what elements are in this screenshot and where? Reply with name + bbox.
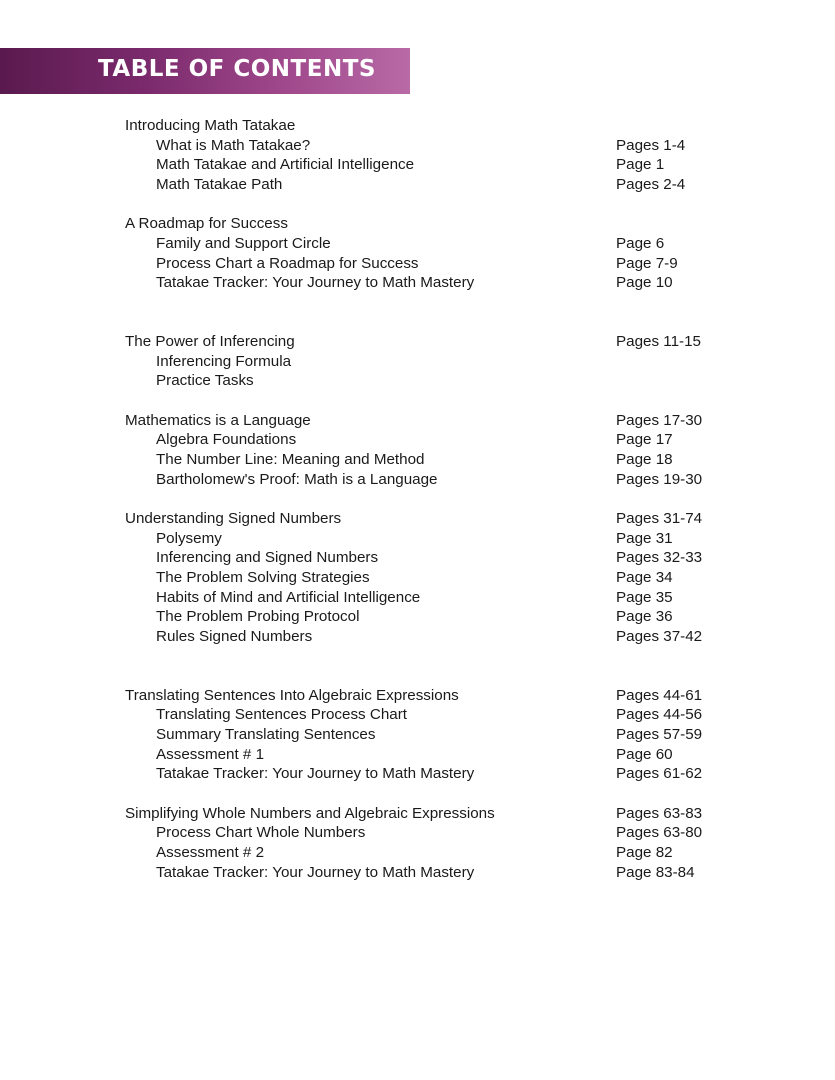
- entry-title: The Problem Solving Strategies: [156, 568, 370, 586]
- section-pages: Pages 44-61: [616, 686, 703, 704]
- entry-title: Summary Translating Sentences: [156, 726, 376, 743]
- toc-entry[interactable]: [125, 745, 725, 765]
- toc-section-heading[interactable]: [125, 509, 725, 529]
- section-title: Simplifying Whole Numbers and Algebraic Expressions: [125, 804, 495, 822]
- entry-title: Math Tatakae and Artificial Intelligence: [156, 156, 415, 174]
- entry-pages: Pages 57-59: [616, 726, 703, 743]
- entry-title: Inferencing Formula: [156, 352, 292, 370]
- entry-title: Translating Sentences Process Chart: [156, 706, 407, 724]
- section-title: Understanding Signed Numbers: [125, 509, 342, 527]
- toc-entry[interactable]: [125, 705, 725, 725]
- toc-section: [125, 214, 725, 293]
- toc-entry[interactable]: [125, 136, 725, 156]
- entry-title: Family and Support Circle: [156, 234, 331, 252]
- toc-section: [125, 686, 725, 784]
- section-title: The Power of Inferencing: [125, 333, 295, 350]
- entry-title: Tatakae Tracker: Your Journey to Math Mastery: [156, 863, 475, 881]
- entry-pages: Pages 19-30: [616, 470, 703, 488]
- section-title: A Roadmap for Success: [125, 215, 288, 233]
- entry-pages: Page 82: [616, 843, 673, 861]
- toc-section-heading[interactable]: [125, 116, 725, 136]
- entry-pages: Pages 1-4: [616, 136, 686, 154]
- toc-entry[interactable]: [125, 175, 725, 195]
- entry-title: Rules Signed Numbers: [156, 627, 313, 645]
- section-pages: Pages 63-83: [616, 804, 703, 822]
- toc-entry[interactable]: [125, 607, 725, 627]
- toc-entry[interactable]: [125, 548, 725, 568]
- toc-entry[interactable]: [125, 450, 725, 470]
- section-pages: Pages 17-30: [616, 411, 703, 429]
- entry-title: Assessment # 1: [156, 745, 265, 763]
- section-pages: Pages 31-74: [616, 509, 703, 527]
- entry-pages: Page 60: [616, 745, 673, 763]
- toc-entry[interactable]: [125, 254, 725, 274]
- entry-pages: Page 17: [616, 431, 673, 449]
- entry-title: Polysemy: [156, 529, 222, 547]
- toc-entry[interactable]: [125, 568, 725, 588]
- section-pages: Pages 11-15: [616, 333, 701, 350]
- entry-pages: Pages 63-80: [616, 824, 703, 842]
- title-banner: [0, 48, 410, 94]
- toc-entry[interactable]: [125, 529, 725, 549]
- entry-pages: Pages 44-56: [616, 706, 703, 724]
- toc-entry[interactable]: [125, 470, 725, 490]
- section-title: Translating Sentences Into Algebraic Expressions: [125, 686, 459, 704]
- entry-pages: Page 36: [616, 608, 673, 626]
- toc-entry[interactable]: [125, 725, 725, 745]
- toc-section-heading[interactable]: [125, 332, 725, 352]
- entry-title: The Problem Probing Protocol: [156, 608, 360, 626]
- toc-entry[interactable]: [125, 155, 725, 175]
- entry-title: Bartholomew's Proof: Math is a Language: [156, 470, 438, 488]
- toc-section: [125, 411, 725, 490]
- entry-pages: Page 18: [616, 450, 673, 468]
- toc-entry[interactable]: [125, 430, 725, 450]
- entry-pages: Page 10: [616, 274, 673, 292]
- entry-pages: Pages 2-4: [616, 176, 686, 194]
- entry-pages: Page 1: [616, 156, 665, 174]
- section-title: Introducing Math Tatakae: [125, 117, 296, 134]
- entry-pages: Page 6: [616, 234, 665, 252]
- entry-title: Inferencing and Signed Numbers: [156, 549, 379, 567]
- entry-pages: Page 31: [616, 529, 673, 547]
- toc-section-heading[interactable]: [125, 686, 725, 706]
- entry-title: Process Chart Whole Numbers: [156, 824, 366, 842]
- toc-section: [125, 509, 725, 647]
- entry-title: Process Chart a Roadmap for Success: [156, 254, 419, 272]
- entry-title: Assessment # 2: [156, 843, 265, 861]
- entry-title: What is Math Tatakae?: [156, 136, 311, 154]
- toc-entry[interactable]: [125, 234, 725, 254]
- table-of-contents: [125, 116, 725, 882]
- entry-title: Algebra Foundations: [156, 431, 297, 449]
- entry-title: Tatakae Tracker: Your Journey to Math Mastery: [156, 274, 475, 292]
- entry-pages: Pages 32-33: [616, 549, 703, 567]
- entry-title: Math Tatakae Path: [156, 176, 283, 194]
- entry-pages: Page 34: [616, 568, 673, 586]
- entry-title: Tatakae Tracker: Your Journey to Math Mastery: [156, 765, 475, 783]
- entry-title: The Number Line: Meaning and Method: [156, 450, 425, 468]
- entry-pages: Page 35: [616, 588, 673, 606]
- toc-entry[interactable]: [125, 273, 725, 293]
- toc-section-heading[interactable]: [125, 804, 725, 824]
- entry-pages: Pages 37-42: [616, 627, 703, 645]
- entry-pages: Page 83-84: [616, 863, 695, 881]
- section-title: Mathematics is a Language: [125, 411, 311, 429]
- toc-section: [125, 116, 725, 195]
- toc-entry[interactable]: [125, 371, 725, 391]
- toc-entry[interactable]: [125, 352, 725, 372]
- entry-title: Habits of Mind and Artificial Intelligence: [156, 588, 421, 606]
- toc-section-heading[interactable]: [125, 214, 725, 234]
- toc-entry[interactable]: [125, 863, 725, 883]
- toc-section: [125, 332, 725, 391]
- toc-entry[interactable]: [125, 823, 725, 843]
- toc-entry[interactable]: [125, 764, 725, 784]
- entry-title: Practice Tasks: [156, 372, 254, 390]
- toc-entry[interactable]: [125, 843, 725, 863]
- toc-entry[interactable]: [125, 588, 725, 608]
- page-title: TABLE OF CONTENTS: [98, 56, 376, 82]
- toc-section: [125, 804, 725, 883]
- toc-entry[interactable]: [125, 627, 725, 647]
- entry-pages: Page 7-9: [616, 254, 678, 272]
- entry-pages: Pages 61-62: [616, 765, 703, 783]
- toc-section-heading[interactable]: [125, 411, 725, 431]
